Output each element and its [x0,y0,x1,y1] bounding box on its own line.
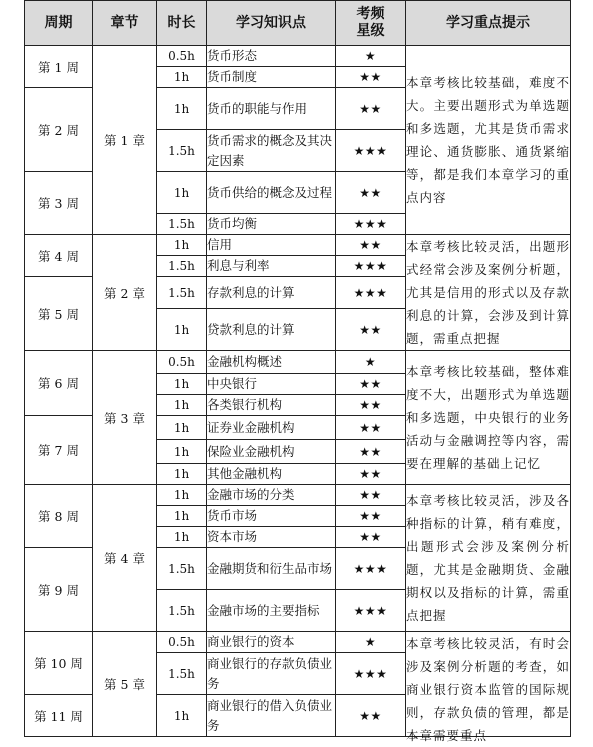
topic-cell: 各类银行机构 [207,395,336,416]
stars-cell: ★★ [336,527,406,548]
topic-cell: 商业银行的存款负债业务 [207,653,336,695]
topic-cell: 金融市场的分类 [207,485,336,506]
duration-cell: 1.5h [157,548,207,590]
week-cell: 第 5 周 [25,277,93,351]
topic-cell: 金融期货和衍生品市场 [207,548,336,590]
week-cell: 第 9 周 [25,548,93,632]
duration-cell: 1h [157,506,207,527]
week-cell: 第 7 周 [25,416,93,485]
topic-cell: 商业银行的借入负债业务 [207,695,336,737]
header-stars [336,1,406,46]
stars-cell: ★ [336,46,406,67]
topic-cell: 货币制度 [207,67,336,88]
week-cell: 第 2 周 [25,88,93,172]
stars-cell: ★ [336,351,406,374]
topic-cell: 贷款利息的计算 [207,309,336,351]
tip-cell: 本章考核比较基础，整体难度不大，出题形式为单选题和多选题，中央银行的业务活动与金融调控等内容，需要在理解的基础上记忆 [406,351,571,485]
topic-cell: 其他金融机构 [207,464,336,485]
chapter-cell: 第 3 章 [93,351,157,485]
header-tip: 学习重点提示 [406,1,571,46]
duration-cell: 1h [157,235,207,256]
header-duration: 时长 [157,1,207,46]
week-cell: 第 11 周 [25,695,93,737]
stars-cell: ★★ [336,695,406,737]
topic-cell: 金融市场的主要指标 [207,590,336,632]
table-row [25,235,571,256]
week-cell: 第 3 周 [25,172,93,235]
duration-cell: 0.5h [157,46,207,67]
week-cell: 第 1 周 [25,46,93,88]
topic-cell: 资本市场 [207,527,336,548]
topic-cell: 信用 [207,235,336,256]
duration-cell: 1h [157,440,207,464]
tip-cell: 本章考核比较灵活，有时会涉及案例分析题的考查，如商业银行资本监管的国际规则，存款负债的管理，都是本章需要重点 [406,632,571,737]
tip-cell: 本章考核比较基础，难度不大。主要出题形式为单选题和多选题，尤其是货币需求理论、通货膨胀、通货紧缩等，都是我们本章学习的重点内容 [406,46,571,235]
header-stars-line2: 星级 [356,23,385,39]
duration-cell: 1.5h [157,214,207,235]
topic-cell: 货币市场 [207,506,336,527]
header-row [25,1,571,46]
stars-cell: ★★★ [336,130,406,172]
duration-cell: 1.5h [157,277,207,309]
topic-cell: 中央银行 [207,374,336,395]
duration-cell: 1h [157,309,207,351]
topic-cell: 证券业金融机构 [207,416,336,440]
duration-cell: 1.5h [157,590,207,632]
stars-cell: ★★ [336,485,406,506]
table-row [25,46,571,67]
stars-cell: ★ [336,632,406,653]
stars-cell: ★★ [336,440,406,464]
stars-cell: ★★ [336,309,406,351]
tip-cell: 本章考核比较灵活，出题形式经常会涉及案例分析题，尤其是信用的形式以及存款利息的计算，会涉及到计算题，需重点把握 [406,235,571,351]
header-week: 周期 [25,1,93,46]
stars-cell: ★★ [336,506,406,527]
stars-cell: ★★ [336,67,406,88]
study-schedule-table [24,0,571,743]
duration-cell: 1h [157,485,207,506]
week-cell: 第 8 周 [25,485,93,548]
topic-cell: 货币供给的概念及过程 [207,172,336,214]
duration-cell: 1h [157,374,207,395]
duration-cell: 1h [157,416,207,440]
stars-cell: ★★ [336,395,406,416]
stars-cell: ★★★ [336,277,406,309]
chapter-cell: 第 5 章 [93,632,157,737]
stars-cell: ★★★ [336,256,406,277]
header-topic: 学习知识点 [207,1,336,46]
stars-cell: ★★★ [336,214,406,235]
week-cell: 第 10 周 [25,632,93,695]
stars-cell: ★★ [336,464,406,485]
topic-cell: 货币的职能与作用 [207,88,336,130]
duration-cell: 1.5h [157,130,207,172]
topic-cell: 货币形态 [207,46,336,67]
stars-cell: ★★ [336,374,406,395]
topic-cell: 商业银行的资本 [207,632,336,653]
stars-cell: ★★★ [336,548,406,590]
topic-cell: 货币需求的概念及其决定因素 [207,130,336,172]
duration-cell: 1.5h [157,256,207,277]
stars-cell: ★★ [336,88,406,130]
stars-cell: ★★ [336,172,406,214]
header-chapter: 章节 [93,1,157,46]
chapter-cell: 第 2 章 [93,235,157,351]
week-cell: 第 6 周 [25,351,93,416]
header-stars-line1: 考频 [356,6,385,22]
duration-cell: 1h [157,172,207,214]
duration-cell: 0.5h [157,351,207,374]
table-row [25,351,571,374]
table-row [25,632,571,653]
topic-cell: 金融机构概述 [207,351,336,374]
stars-cell: ★★★ [336,590,406,632]
duration-cell: 1h [157,695,207,737]
tip-cell: 本章考核比较灵活，涉及各种指标的计算，稍有难度，出题形式会涉及案例分析题，尤其是金融期货、金融期权以及指标的计算，需重点把握 [406,485,571,632]
stars-cell: ★★★ [336,653,406,695]
stars-cell: ★★ [336,416,406,440]
stars-cell: ★★ [336,235,406,256]
duration-cell: 1h [157,88,207,130]
duration-cell: 1h [157,464,207,485]
topic-cell: 利息与利率 [207,256,336,277]
duration-cell: 0.5h [157,632,207,653]
chapter-cell: 第 4 章 [93,485,157,632]
chapter-cell: 第 1 章 [93,46,157,235]
week-cell: 第 4 周 [25,235,93,277]
topic-cell: 保险业金融机构 [207,440,336,464]
duration-cell: 1.5h [157,653,207,695]
topic-cell: 存款利息的计算 [207,277,336,309]
duration-cell: 1h [157,395,207,416]
duration-cell: 1h [157,67,207,88]
topic-cell: 货币均衡 [207,214,336,235]
table-row [25,485,571,506]
duration-cell: 1h [157,527,207,548]
